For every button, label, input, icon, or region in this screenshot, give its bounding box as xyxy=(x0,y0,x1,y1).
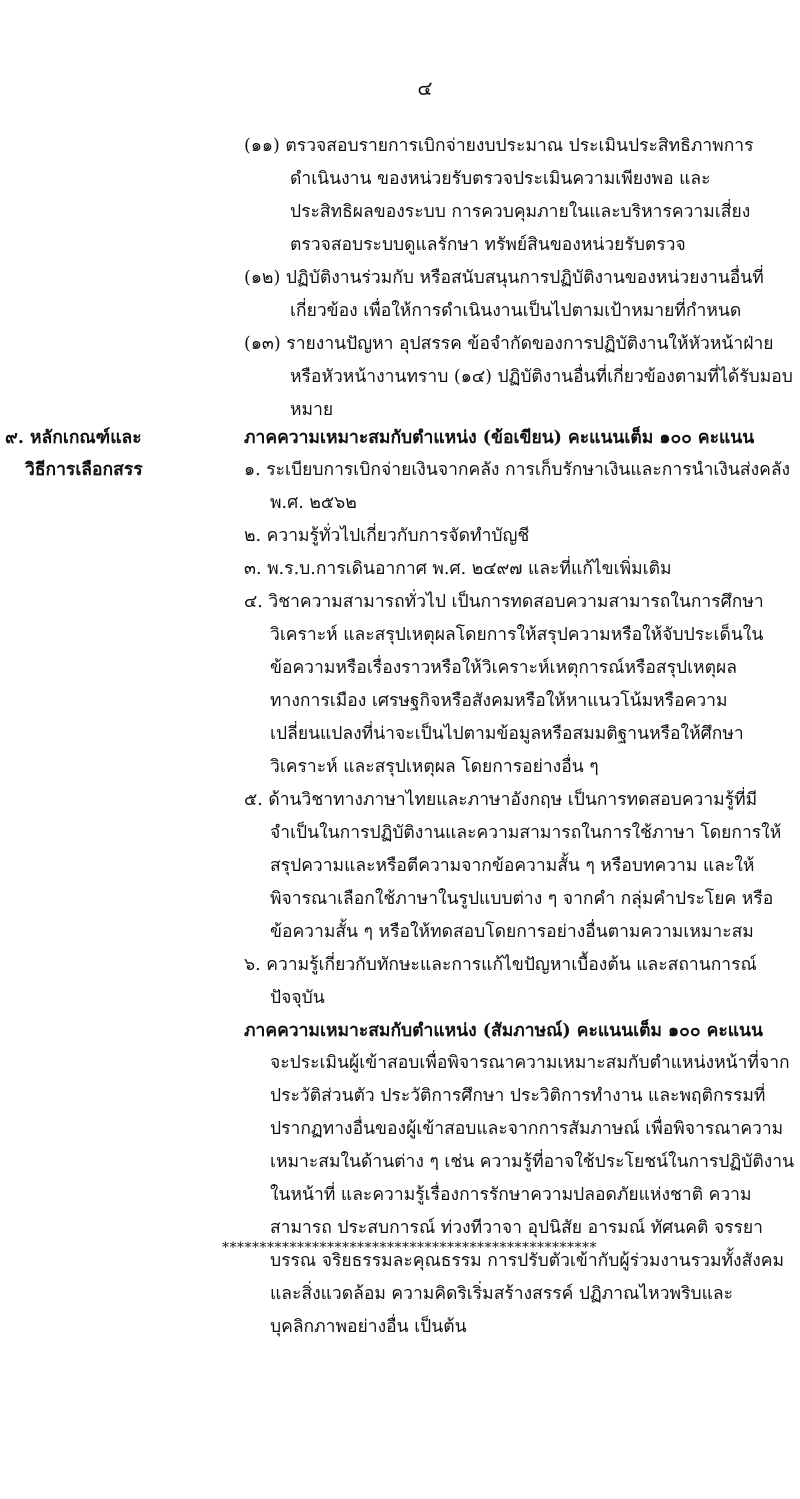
section-label-line2: วิธีการเลือกสรร xyxy=(25,460,143,480)
written-item-3: ๓. พ.ร.บ.การเดินอากาศ พ.ศ. ๒๔๙๗ และที่แก้ไขเพิ่มเติม xyxy=(244,559,672,579)
written-item-5: ๕. ด้านวิชาทางภาษาไทยและภาษาอังกฤษ เป็นการทดสอบความรู้ที่มีจำเป็นในการปฏิบัติงานและความสามารถในการใช้ภาษา โดยการให้สรุปความและหรือตีความจากข้อความสั้น ๆ หรือบทความ และให้พิจารณาเลือกใช้ภาษาในรูปแบบต่าง ๆ จากคำ กลุ่มคำประโยค หรือข้อความสั้น ๆ หรือให้ทดสอบโดยการอย่างอื่นตามความเหมาะสม xyxy=(244,790,782,942)
end-marker: ************************************************** xyxy=(222,1240,597,1256)
selection-criteria xyxy=(244,422,796,1344)
written-item-6: ๖. ความรู้เกี่ยวกับทักษะและการแก้ไขปัญหาเบื้องต้น และสถานการณ์ปัจจุบัน xyxy=(244,955,757,1008)
written-item-1: ๑. ระเบียบการเบิกจ่ายเงินจากคลัง การเก็บรักษาเงินและการนำเงินส่งคลัง พ.ศ. ๒๕๖๒ xyxy=(244,460,791,513)
section-label-line1: ๙. หลักเกณฑ์และ xyxy=(5,428,142,448)
duty-item-11: (๑๑) ตรวจสอบรายการเบิกจ่ายงบประมาณ ประเมินประสิทธิภาพการดำเนินงาน ของหน่วยรับตรวจประเมินความเพียงพอ และประสิทธิผลของระบบ การควบคุมภายในและบริหารความเสี่ยง ตรวจสอบระบบดูแลรักษา ทรัพย์สินของหน่วยรับตรวจ xyxy=(244,136,754,255)
duties-list xyxy=(244,130,794,427)
interview-heading: ภาคความเหมาะสมกับตำแหน่ง (สัมภาษณ์) คะแนนเต็ม ๑๐๐ คะแนน xyxy=(244,1021,763,1041)
written-exam-heading: ภาคความเหมาะสมกับตำแหน่ง (ข้อเขียน) คะแนนเต็ม ๑๐๐ คะแนน xyxy=(244,428,755,448)
duty-item-13: (๑๓) รายงานปัญหา อุปสรรค ข้อจำกัดของการปฏิบัติงานให้หัวหน้าฝ่าย หรือหัวหน้างานทราบ (๑๔) ปฏิบัติงานอื่นที่เกี่ยวข้องตามที่ได้รับมอบหมาย xyxy=(244,334,793,420)
interview-text: จะประเมินผู้เข้าสอบเพื่อพิจารณาความเหมาะสมกับตำแหน่งหน้าที่จากประวัติส่วนตัว ประวัติการศึกษา ประวิติการทำงาน และพฤติกรรมที่ปรากฏทางอื่นของผู้เข้าสอบและจากการสัมภาษณ์ เพื่อพิจารณาความเหมาะสมในด้านต่าง ๆ เช่น ความรู้ที่อาจใช้ประโยชน์ในการปฏิบัติงานในหน้าที่ และความรู้เรื่องการรักษาความปลอดภัยแห่งชาติ ความสามารถ ประสบการณ์ ท่วงทีวาจา อุปนิสัย อารมณ์ ทัศนคติ จรรยาบรรณ จริยธรรมละคุณธรรม การปรับตัวเข้ากับผู้ร่วมงานรวมทั้งสังคม และสิ่งแวดล้อม ความคิดริเริ่มสร้างสรรค์ ปฏิภาณไหวพริบและบุคลิกภาพอย่างอื่น เป็นต้น xyxy=(270,1053,795,1337)
section-label xyxy=(5,422,235,486)
duty-item-12: (๑๒) ปฏิบัติงานร่วมกับ หรือสนับสนุนการปฏิบัติงานของหน่วยงานอื่นที่เกี่ยวข้อง เพื่อให้การดำเนินงานเป็นไปตามเป้าหมายที่กำหนด xyxy=(244,268,764,321)
written-item-4: ๔. วิชาความสามารถทั่วไป เป็นการทดสอบความสามารถในการศึกษา วิเคราะห์ และสรุปเหตุผลโดยการให้สรุปความหรือให้จับประเด็นในข้อความหรือเรื่องราวหรือให้วิเคราะห์เหตุการณ์หรือสรุปเหตุผลทางการเมือง เศรษฐกิจหรือสังคมหรือให้หาแนวโน้มหรือความเปลี่ยนแปลงที่น่าจะเป็นไปตามข้อมูลหรือสมมติฐานหรือให้ศึกษา วิเคราะห์ และสรุปเหตุผล โดยการอย่างอื่น ๆ xyxy=(244,592,764,777)
written-item-2: ๒. ความรู้ทั่วไปเกี่ยวกับการจัดทำบัญชี xyxy=(244,526,530,546)
page-number: ๔ xyxy=(417,76,433,100)
